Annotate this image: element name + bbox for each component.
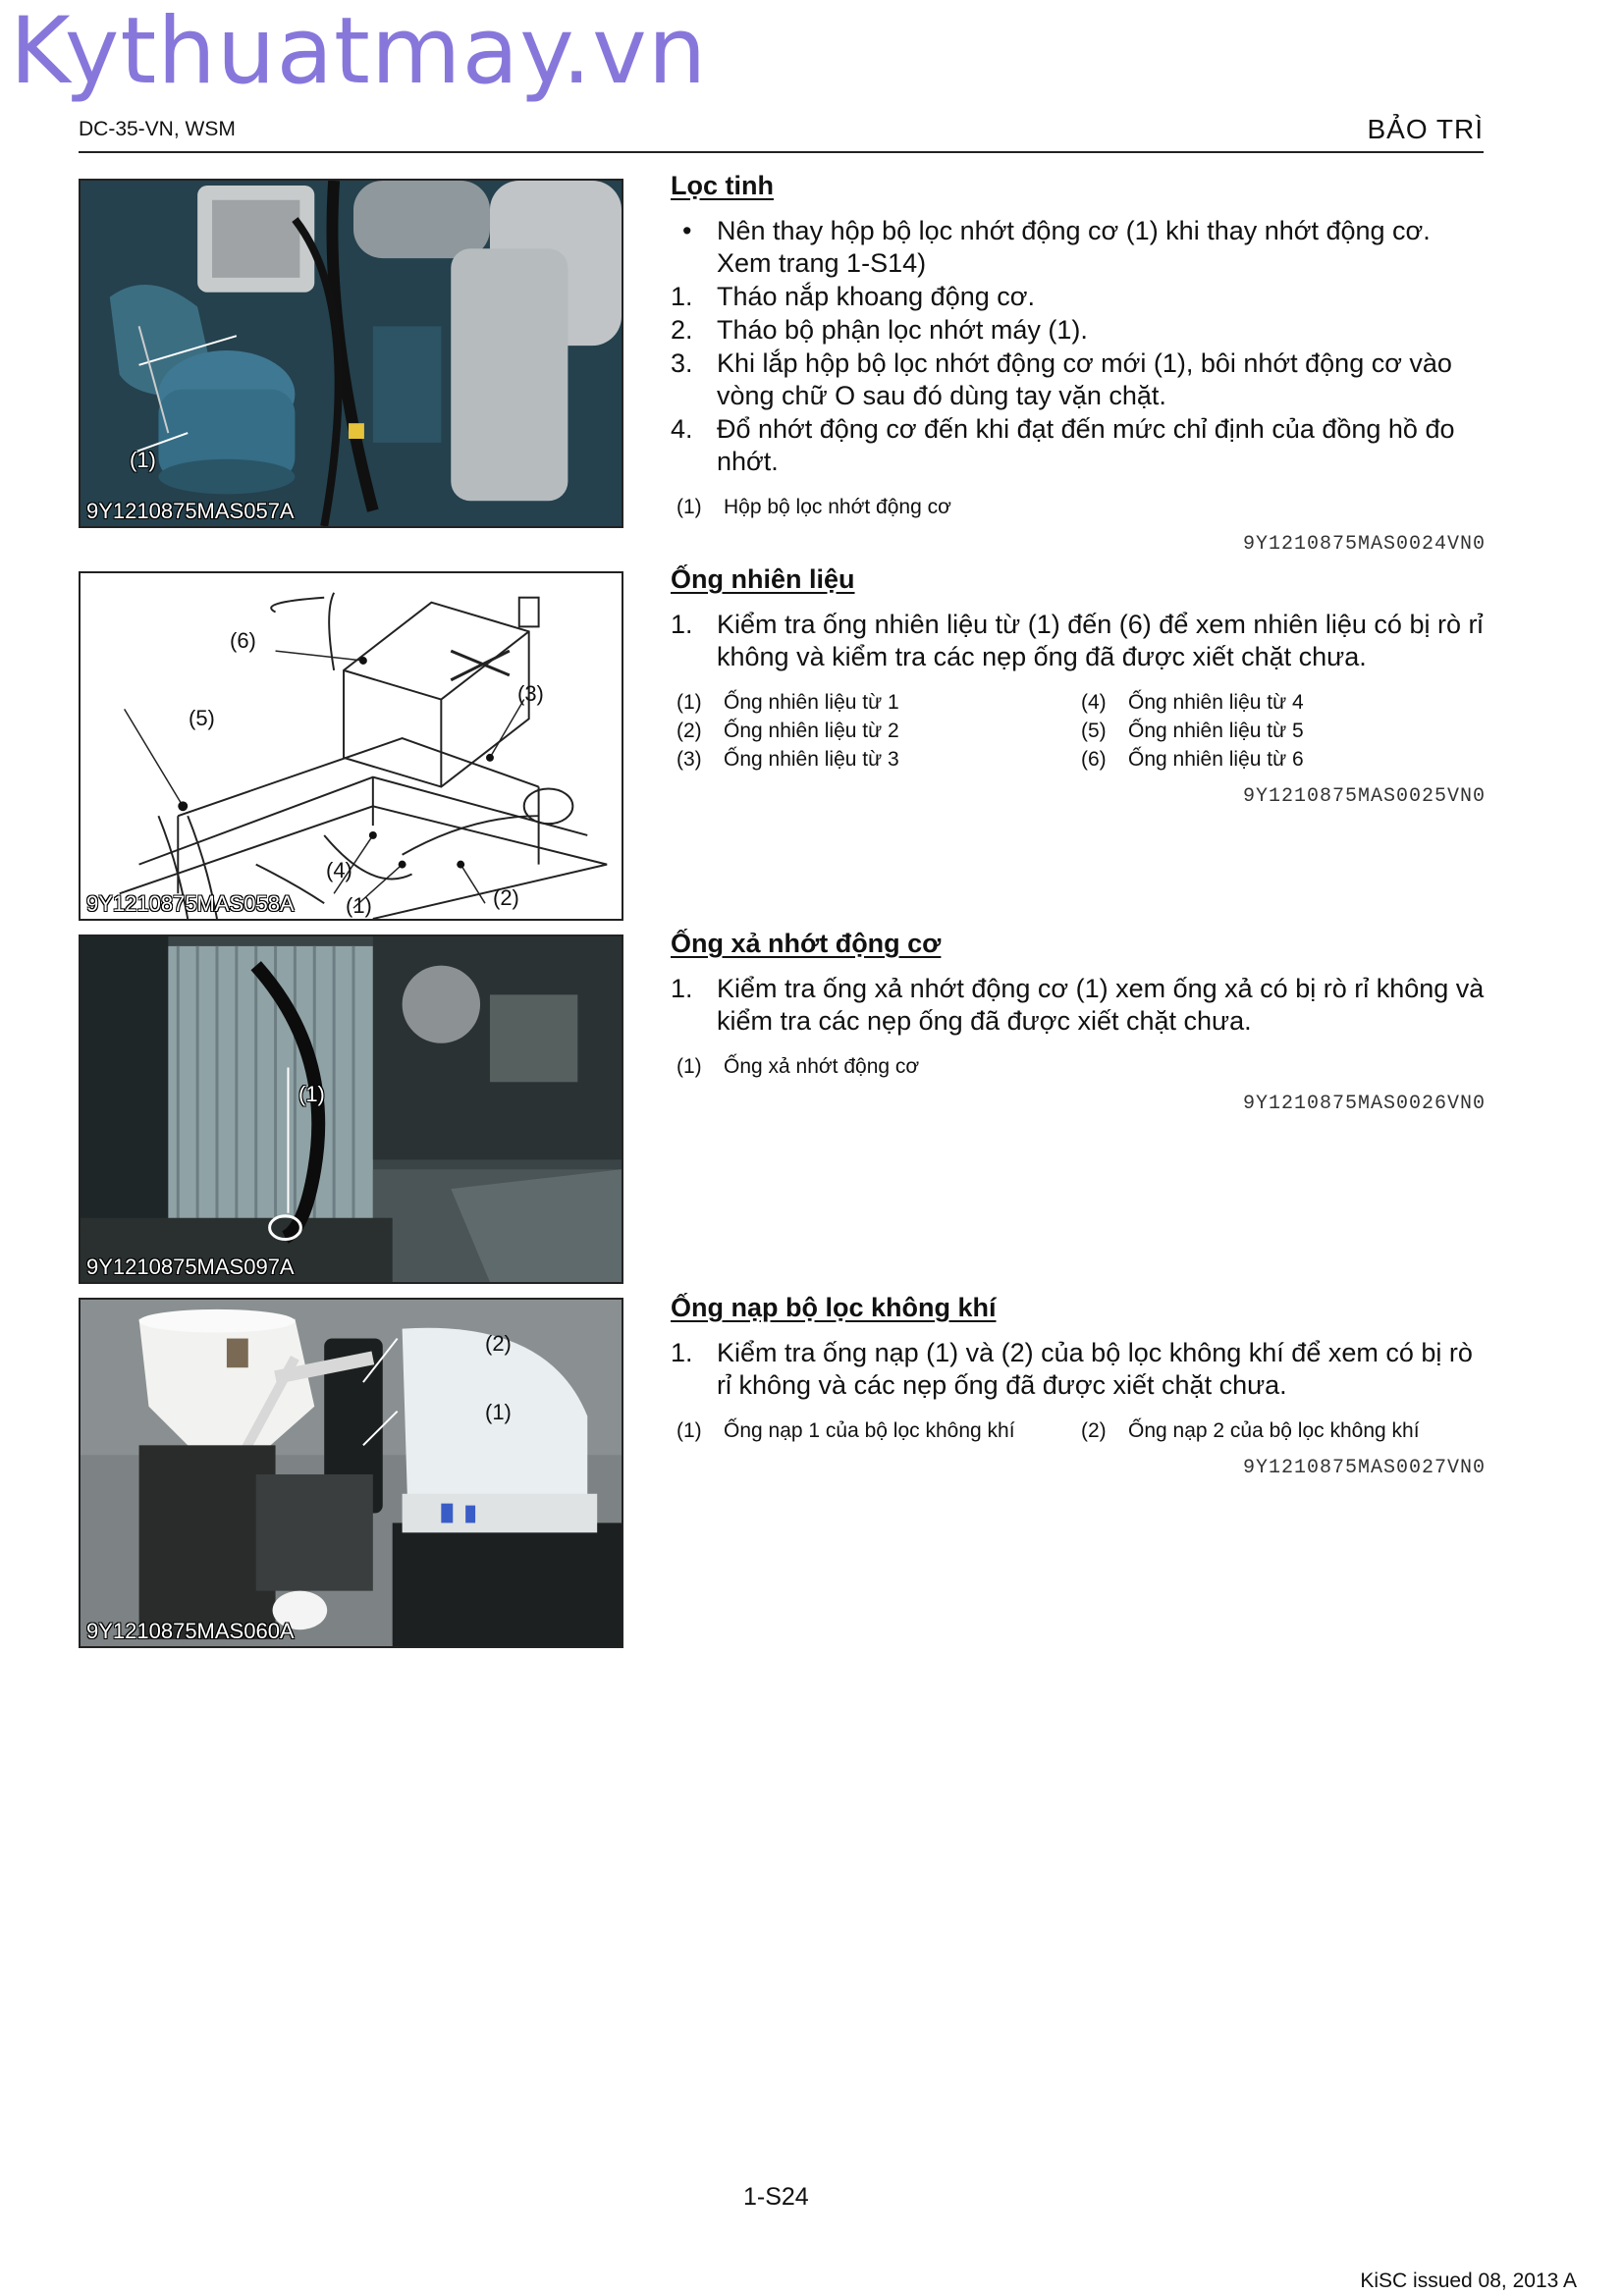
section-fuel-lines — [671, 564, 1486, 808]
photo1-id: 9Y1210875MAS057A — [86, 499, 295, 523]
issued-date: KiSC issued 08, 2013 A — [1360, 2269, 1577, 2292]
legend-item: (1) Ống nạp 1 của bộ lọc không khí — [676, 1419, 1015, 1442]
section-oil-drain-hose — [671, 929, 1486, 1115]
section-title: Ống xả nhớt động cơ — [671, 929, 942, 958]
photo4-callout-2: (2) — [485, 1331, 512, 1356]
photo2-callout-1: (1) — [346, 893, 372, 918]
legend-item: (5) Ống nhiên liệu từ 5 — [1081, 720, 1304, 742]
photo3-id: 9Y1210875MAS097A — [86, 1255, 295, 1279]
chapter-title: BẢO TRÌ — [1367, 114, 1484, 144]
section-title: Lọc tinh — [671, 171, 774, 200]
legend-item: (4) Ống nhiên liệu từ 4 — [1081, 691, 1304, 714]
header-rule — [79, 151, 1484, 153]
legend-item: (3) Ống nhiên liệu từ 3 — [676, 748, 899, 771]
legend-item: (2) Ống nhiên liệu từ 2 — [676, 720, 899, 742]
section-title: Ống nhiên liệu — [671, 564, 855, 594]
reference-code: 9Y1210875MAS0027VN0 — [1242, 1457, 1486, 1479]
list-item: 1. Kiểm tra ống xả nhớt động cơ (1) xem ống xả có bị rò rỉ không và kiểm tra các nẹp ống đã được xiết chặt chưa. — [671, 974, 1485, 1036]
reference-code: 9Y1210875MAS0025VN0 — [1242, 785, 1486, 808]
legend-item: (1) Ống xả nhớt động cơ — [676, 1055, 920, 1078]
watermark-logo: Kythuatmay.vn — [10, 0, 708, 105]
page-number: 1-S24 — [743, 2183, 809, 2211]
legend-item: (2) Ống nạp 2 của bộ lọc không khí — [1081, 1419, 1420, 1442]
list-item: 1. Tháo nắp khoang động cơ. — [671, 282, 1035, 311]
list-item: 4. Đổ nhớt động cơ đến khi đạt đến mức chỉ định của đồng hồ đo nhớt. — [671, 414, 1455, 476]
photo3-callout-1: (1) — [298, 1082, 325, 1106]
legend — [671, 691, 1486, 772]
oil-filter-illustration — [81, 181, 622, 526]
list-item: 1. Kiểm tra ống nạp (1) và (2) của bộ lọc không khí để xem có bị rò rỉ không và các nẹp ống đã được xiết chặt chưa. — [671, 1338, 1473, 1400]
air-intake-illustration — [81, 1300, 622, 1646]
section-air-intake-hose — [671, 1293, 1486, 1479]
photo-oil-filter — [79, 179, 623, 528]
photo2-callout-5: (5) — [189, 706, 215, 730]
reference-code: 9Y1210875MAS0026VN0 — [1242, 1093, 1486, 1115]
photo-oil-drain-hose — [79, 934, 623, 1284]
oil-drain-illustration — [81, 936, 622, 1282]
legend-item: (1) Ống nhiên liệu từ 1 — [676, 691, 899, 714]
photo-fuel-lines — [79, 571, 623, 921]
photo2-callout-3: (3) — [517, 681, 544, 706]
legend — [671, 1419, 1486, 1443]
photo-air-filter-intake — [79, 1298, 623, 1648]
list-item: 1. Kiểm tra ống nhiên liệu từ (1) đến (6) để xem nhiên liệu có bị rò rỉ không và kiểm tra các nẹp ống đã được xiết chặt chưa. — [671, 610, 1484, 671]
section-title: Ống nạp bộ lọc không khí — [671, 1293, 997, 1322]
reference-code: 9Y1210875MAS0024VN0 — [1242, 533, 1486, 556]
list-item: 2. Tháo bộ phận lọc nhớt máy (1). — [671, 315, 1088, 345]
photo4-id: 9Y1210875MAS060A — [86, 1619, 295, 1643]
list-item: • Nên thay hộp bộ lọc nhớt động cơ (1) khi thay nhớt động cơ. Xem trang 1-S14) — [682, 216, 1431, 278]
photo4-callout-1: (1) — [485, 1400, 512, 1424]
legend-item: (1) Hộp bộ lọc nhớt động cơ — [676, 496, 951, 518]
list-item: 3. Khi lắp hộp bộ lọc nhớt động cơ mới (1), bôi nhớt động cơ vào vòng chữ O sau đó dùng tay vặn chặt. — [671, 348, 1452, 410]
photo1-callout-1: (1) — [130, 448, 156, 472]
document-code: DC-35-VN, WSM — [79, 118, 236, 140]
legend — [671, 1055, 1486, 1079]
legend-item: (6) Ống nhiên liệu từ 6 — [1081, 748, 1304, 771]
photo2-callout-6: (6) — [230, 628, 256, 653]
section-fine-filter — [671, 171, 1486, 556]
photo2-id: 9Y1210875MAS058A — [86, 891, 295, 916]
photo2-callout-4: (4) — [326, 858, 352, 882]
legend — [671, 496, 1486, 519]
photo2-callout-2: (2) — [493, 885, 519, 910]
